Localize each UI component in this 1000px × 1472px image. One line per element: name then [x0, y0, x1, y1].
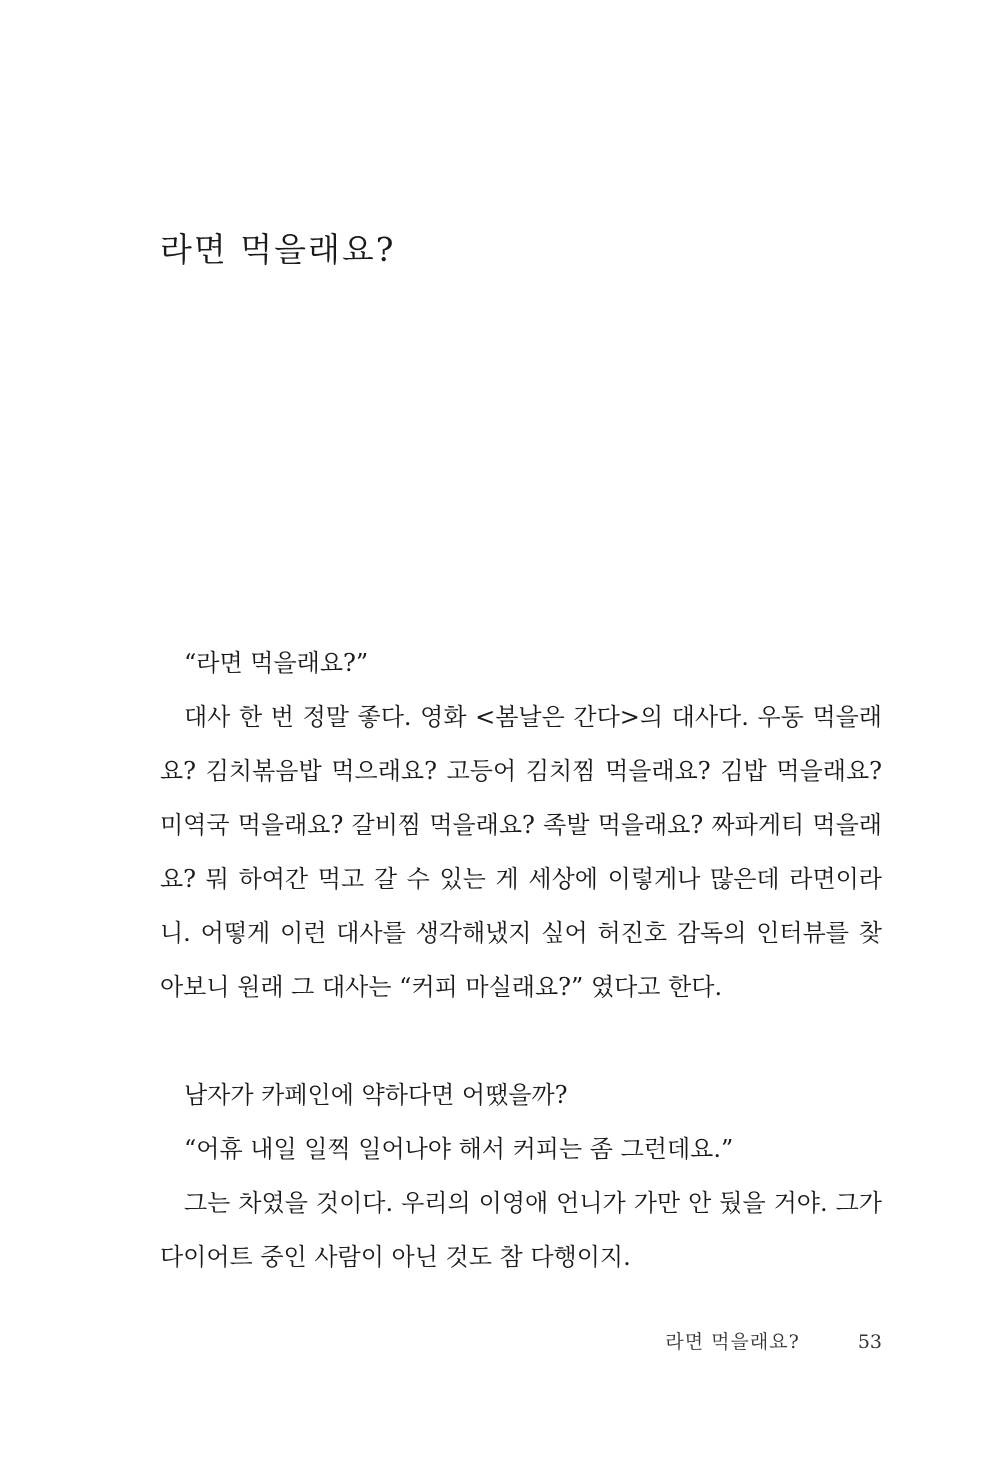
running-head: 라면 먹을래요? — [665, 1331, 800, 1353]
paragraph-caffeine-question: 남자가 카페인에 약하다면 어땠을까? — [184, 1081, 568, 1109]
paragraph-quote-coffee: “어휴 내일 일찍 일어나야 해서 커피는 좀 그런데요.” — [184, 1135, 734, 1163]
chapter-title: 라면 먹을래요? — [160, 230, 396, 269]
paragraph-movie-line: 대사 한 번 정말 좋다. 영화 <봄날은 간다>의 대사다. 우동 먹을래요? 김치볶음밥 먹으래요? 고등어 김치찜 먹을래요? 김밥 먹을래요? 미역국 먹을래요? 갈비찜 먹을래요? 족발 먹을래요? 짜파게티 먹을래요? 뭐 하여간 먹고 갈 수 있는 게 세상에 이렇게나 많은데 라면이라니. 어떻게 이런 대사를 생각해냈지 싶어 허진호 감독의 인터뷰를 찾아보니 원래 그 대사는 “커피 마실래요?” 였다고 한다. — [160, 703, 882, 1001]
page-footer — [665, 1328, 882, 1356]
paragraph-spacer — [160, 1014, 882, 1068]
paragraph-quote-ramen: “라면 먹을래요?” — [184, 649, 369, 677]
paragraph-conclusion: 그는 차였을 것이다. 우리의 이영애 언니가 가만 안 뒀을 거야. 그가 다이어트 중인 사람이 아닌 것도 참 다행이지. — [160, 1189, 882, 1271]
page-number: 53 — [857, 1331, 882, 1353]
body-text — [160, 636, 882, 1284]
